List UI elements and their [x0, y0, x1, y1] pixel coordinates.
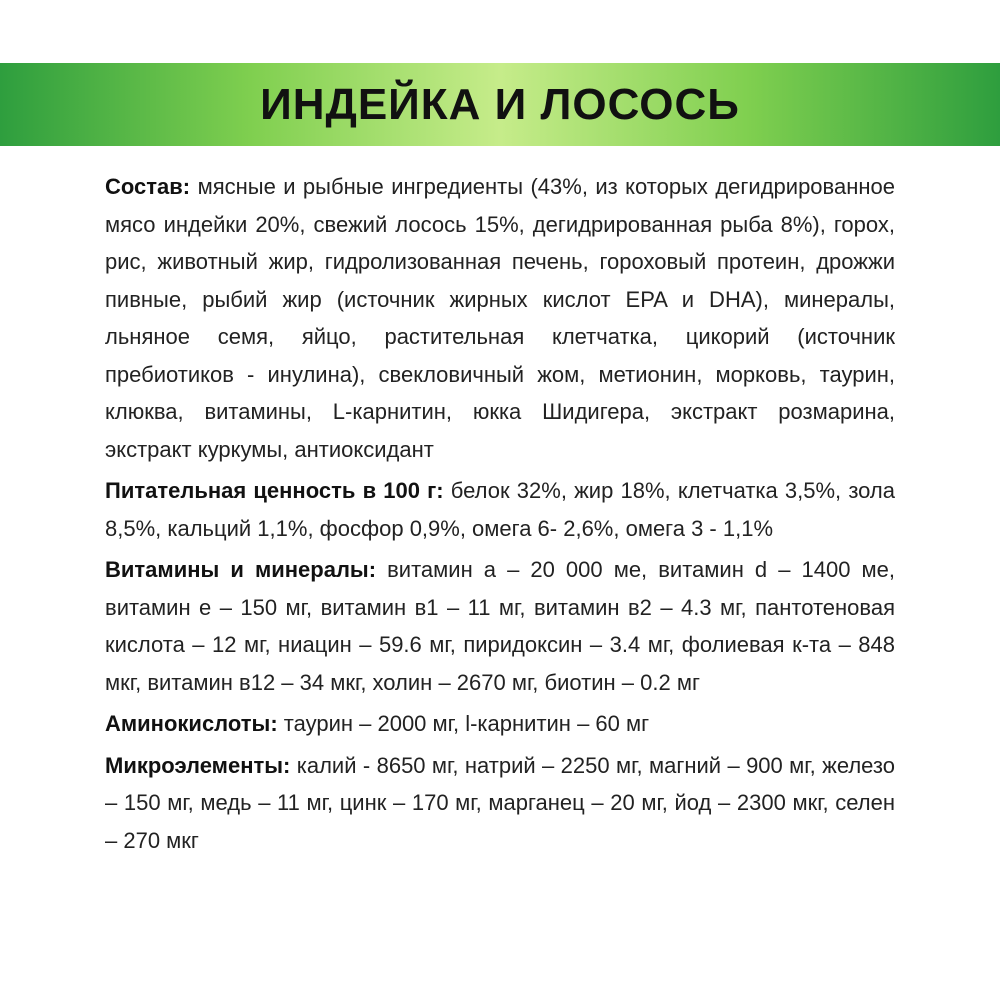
amino-acids-label: Аминокислоты: [105, 711, 278, 736]
nutrition-paragraph [105, 472, 895, 547]
nutrition-text: белок 32%, жир 18%, клетчатка 3,5%, зола 8,5%, кальций 1,1%, фосфор 0,9%, омега 6- 2,6%, омега 3 - 1,1% [105, 478, 896, 541]
microelements-paragraph [105, 747, 895, 860]
composition-label: Состав: [105, 174, 191, 199]
amino-acids-text: таурин – 2000 мг, l-карнитин – 60 мг [277, 711, 650, 736]
composition-paragraph [105, 168, 895, 468]
vitamins-label: Витамины и минералы: [105, 557, 377, 582]
title-banner [0, 63, 1000, 146]
vitamins-text: витамин а – 20 000 ме, витамин d – 1400 ме, витамин е – 150 мг, витамин в1 – 11 мг, витамин в2 – 4.3 мг, пантотеновая кислота – 12 мг, ниацин – 59.6 мг, пиридоксин – 3.4 мг, фолиевая к-та – 848 мкг, витамин в12 – 34 мкг, холин – 2670 мг, биотин – 0.2 мг [105, 557, 895, 695]
vitamins-paragraph [105, 551, 895, 701]
composition-text: мясные и рыбные ингредиенты (43%, из которых дегидрированное мясо индейки 20%, свежий лосось 15%, дегидрированная рыба 8%), горох, рис, животный жир, гидролизованная печень, гороховый протеин, дрожжи пивные, рыбий жир (источник жирных кислот EPA и DHA), минералы, льняное семя, яйцо, растительная клетчатка, цикорий (источник пребиотиков - инулина), свекловичный жом, метионин, морковь, таурин, клюква, витамины, L-карнитин, юкка Шидигера, экстракт розмарина, экстракт куркумы, антиоксидант [105, 174, 895, 462]
nutrition-label: Питательная ценность в 100 г: [105, 478, 444, 503]
product-description [105, 168, 895, 863]
microelements-label: Микроэлементы: [105, 752, 291, 778]
microelements-text: калий - 8650 мг, натрий – 2250 мг, магний – 900 мг, железо – 150 мг, медь – 11 мг, цинк – 170 мг, марганец – 20 мг, йод – 2300 мкг, селен – 270 мкг [105, 752, 895, 853]
amino-acids-paragraph [105, 705, 895, 743]
page-title: ИНДЕЙКА И ЛОСОСЬ [260, 79, 740, 129]
